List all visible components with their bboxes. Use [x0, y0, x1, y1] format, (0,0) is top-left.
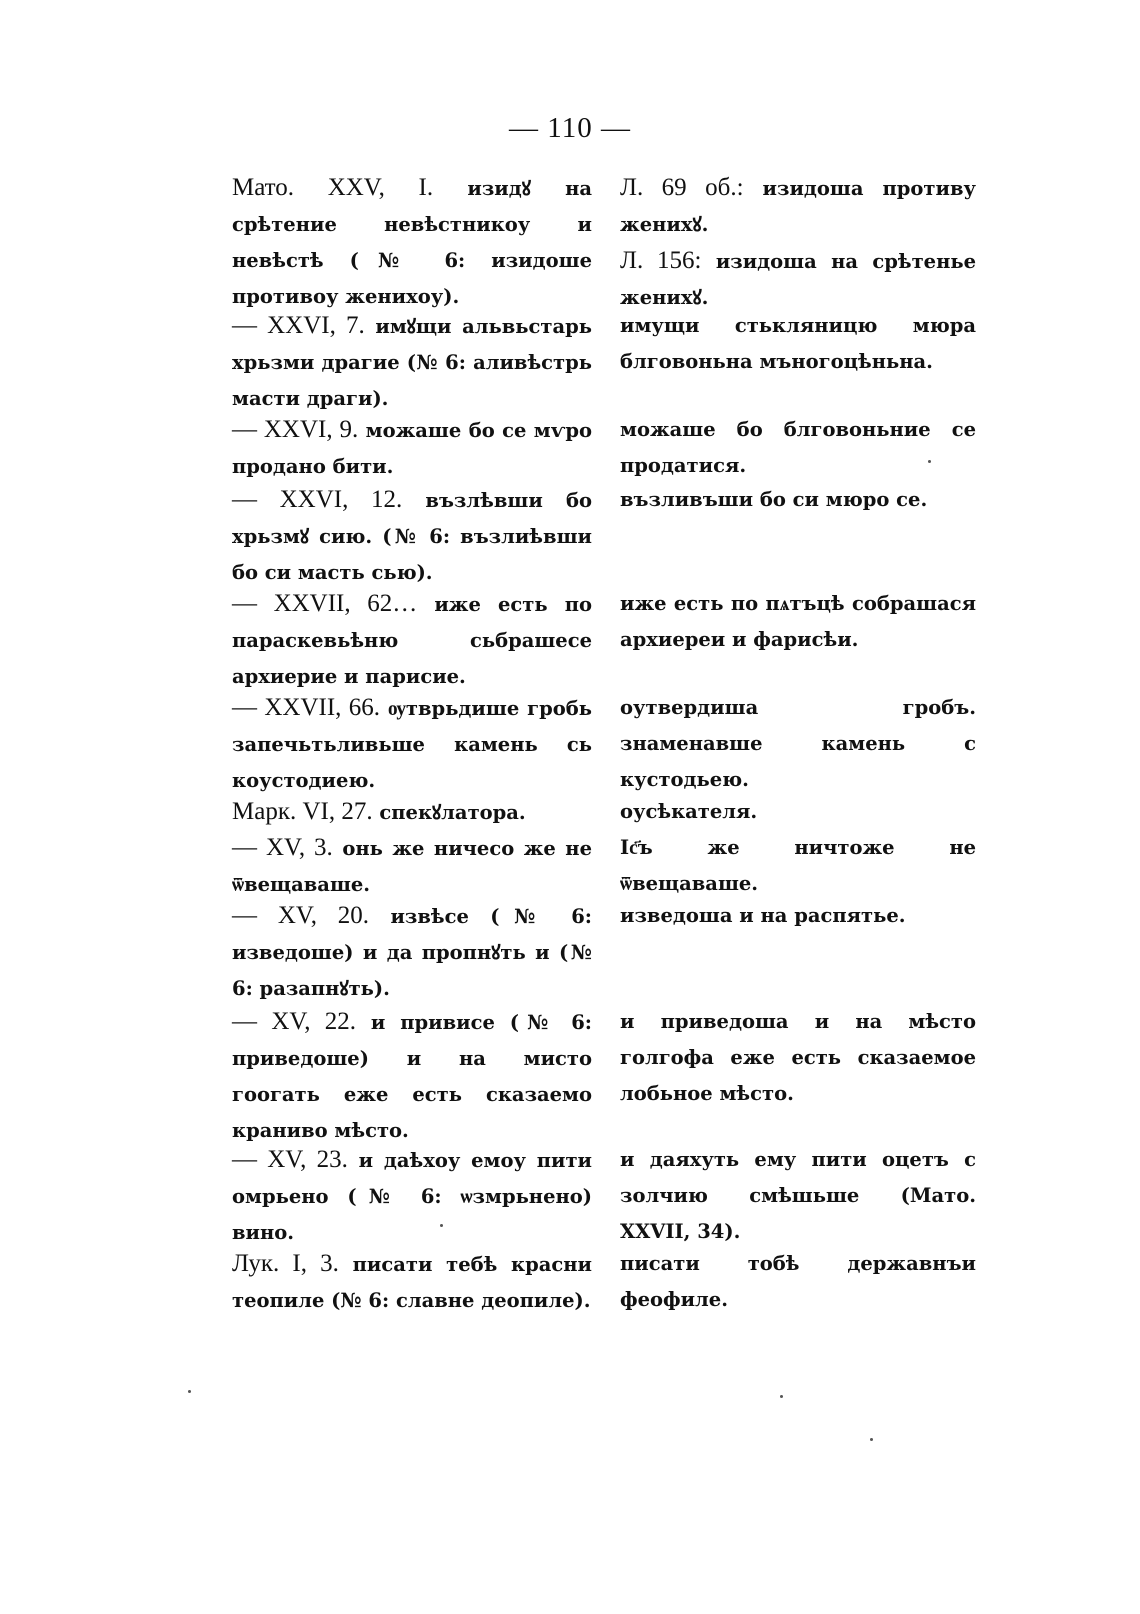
entry-text: можаше бо се мѵро продано бити. — [232, 419, 592, 478]
scan-speck — [870, 1438, 873, 1441]
entry-left — [232, 308, 592, 417]
entry-right — [620, 412, 976, 484]
entry-text: ѹтврьдише гробь запечьтьливьше камень сь коустодиею. — [232, 697, 592, 792]
entry-text: и привисе (№ 6: приведоше) и на мисто гоогать еже есть сказаемо краниво мѣсто. — [232, 1011, 592, 1142]
scan-speck — [928, 460, 931, 463]
entry-left — [232, 690, 592, 799]
entry-left — [232, 412, 592, 485]
entry-text: онь же ничесо же не ѿвещаваше. — [232, 837, 592, 896]
entry-left — [232, 1004, 592, 1149]
entry-right — [620, 1246, 976, 1318]
entry-text: писати тобѣ державнъи феофиле. — [620, 1252, 976, 1311]
entry-citation: Л. 156: — [620, 247, 702, 274]
entry-citation: — XV, 3. — [232, 834, 333, 861]
entry-citation: — XXVI, 12. — [232, 486, 403, 513]
entry-left — [232, 898, 592, 1007]
entry-left — [232, 482, 592, 591]
entry-left — [232, 586, 592, 695]
entry-citation: Марк. VI, 27. — [232, 798, 373, 825]
entry-citation: — XV, 22. — [232, 1008, 357, 1035]
entry-left — [232, 170, 592, 315]
page-number: — 110 — — [509, 112, 631, 144]
entry-citation: Лук. I, 3. — [232, 1250, 339, 1277]
entry-left — [232, 794, 592, 831]
scan-speck — [188, 1390, 191, 1393]
entry-citation: — XXVI, 7. — [232, 312, 365, 339]
entry-text: извѣсе (№ 6: изведоше) и да пропнꙋть и (№ 6: разапнꙋть). — [232, 905, 592, 1000]
entry-text: изидоша противу женихꙋ. — [620, 177, 976, 236]
entry-text: възлѣвши бо хрьзмꙋ сию. (№ 6: възлиѣвши бо си масть сью). — [232, 489, 592, 584]
entry-right — [620, 586, 976, 658]
entry-text: иже есть по параскевьѣню сьбрашесе архиерие и парисие. — [232, 593, 593, 688]
entry-citation: Л. 69 об.: — [620, 174, 744, 201]
entry-text: и даяхуть ему пити оцетъ с золчию смѣшьше (Мато. XXVII, 34). — [620, 1148, 976, 1243]
entry-text: оусѣкателя. — [620, 800, 758, 823]
entry-right — [620, 830, 976, 902]
entry-text: спекꙋлатора. — [379, 801, 526, 824]
entry-text: имущи стькляницю мюра блговоньна мъногоцѣньна. — [620, 314, 976, 373]
scan-speck — [440, 1224, 443, 1227]
entry-text: изидоша на срѣтенье женихꙋ. — [620, 250, 976, 309]
entry-right — [620, 690, 976, 798]
entry-text: изидꙋ на срѣтение невѣстникоу и невѣстѣ (№ 6: изидоше противоу женихоу). — [232, 177, 592, 308]
entry-left — [232, 1142, 592, 1251]
entry-citation: — XXVI, 9. — [232, 416, 359, 443]
entry-text: изведоша и на распятье. — [620, 904, 906, 927]
parallel-reading — [620, 170, 976, 243]
entry-citation: — XV, 20. — [232, 902, 370, 929]
entry-right — [620, 308, 976, 380]
entry-citation: Мато. XXV, I. — [232, 174, 434, 201]
entry-right — [620, 1004, 976, 1112]
entry-citation: — XV, 23. — [232, 1146, 348, 1173]
scan-speck — [780, 1395, 783, 1398]
entry-text: възливъши бо си мюро се. — [620, 488, 928, 511]
entry-text: и даѣхоу емоу пити омрьено (№ 6: ѡзмрьнено) вино. — [232, 1149, 592, 1244]
entry-right — [620, 794, 976, 830]
entry-text: и приведоша и на мѣсто голгофа еже есть сказаемое лобьное мѣсто. — [620, 1010, 976, 1105]
entry-citation: — XXVII, 66. — [232, 694, 381, 721]
entry-text: оутвердиша гробъ. знаменавше камень с кустодьею. — [620, 696, 976, 791]
entry-text: имꙋщи альвьстарь хрьзми драгие (№ 6: аливѣстрь масти драги). — [232, 315, 592, 410]
entry-text: можаше бо блговоньние се продатися. — [620, 418, 976, 477]
entry-text: писати тебѣ красни теопиле (№ 6: славне деопиле). — [232, 1253, 592, 1312]
parallel-reading — [620, 243, 976, 316]
entry-right — [620, 1142, 976, 1250]
entry-right — [620, 898, 976, 934]
entry-right — [620, 482, 976, 518]
entry-right — [620, 170, 976, 316]
entry-text: иже есть по пѧтъцѣ собрашася архиереи и фарисѣи. — [620, 592, 976, 651]
entry-text: Іс҃ъ же ничтоже не ѿвещаваше. — [620, 836, 976, 895]
entry-left — [232, 1246, 592, 1319]
entry-citation: — XXVII, 62… — [232, 590, 418, 617]
entry-left — [232, 830, 592, 903]
